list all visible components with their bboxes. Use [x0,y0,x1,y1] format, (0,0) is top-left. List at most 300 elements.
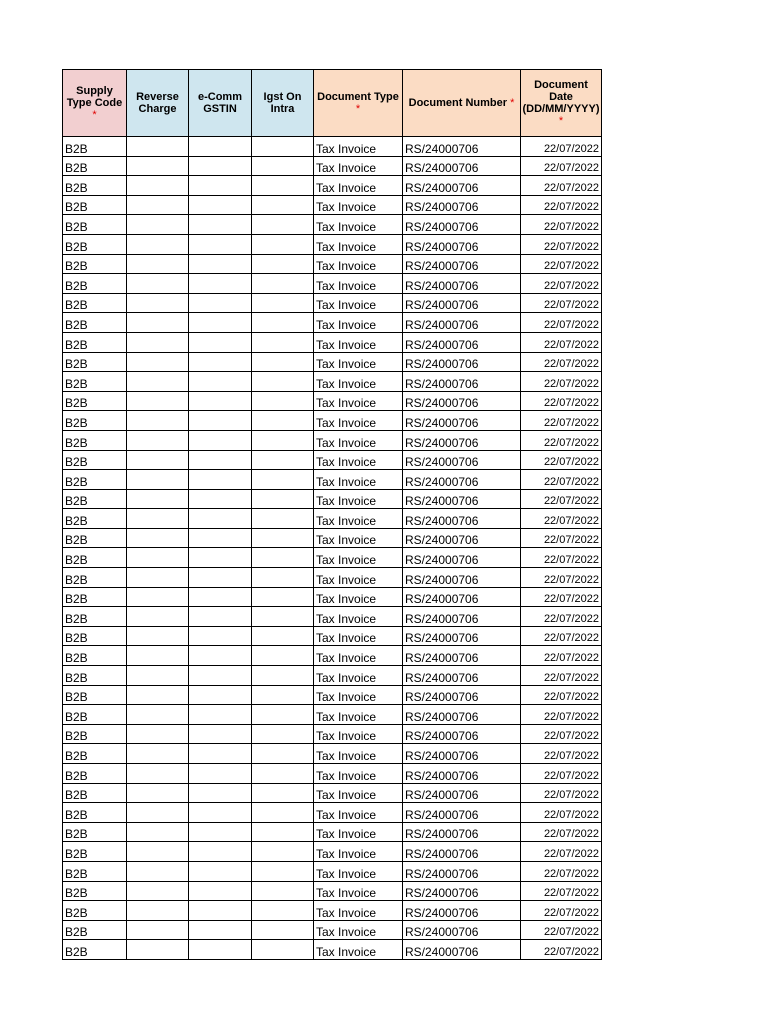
cell-ecomm-gstin[interactable] [189,548,252,568]
cell-igst-on-intra[interactable] [252,783,314,803]
cell-igst-on-intra[interactable] [252,293,314,313]
cell-reverse-charge[interactable] [127,234,189,254]
cell-document-date[interactable]: 22/07/2022 [521,901,602,921]
cell-ecomm-gstin[interactable] [189,666,252,686]
cell-supply-type-code[interactable]: B2B [63,901,127,921]
cell-document-number[interactable]: RS/24000706 [403,587,521,607]
cell-document-type[interactable]: Tax Invoice [314,822,403,842]
cell-document-date[interactable]: 22/07/2022 [521,332,602,352]
cell-document-type[interactable]: Tax Invoice [314,744,403,764]
cell-document-number[interactable]: RS/24000706 [403,901,521,921]
cell-supply-type-code[interactable]: B2B [63,450,127,470]
cell-document-date[interactable]: 22/07/2022 [521,724,602,744]
cell-igst-on-intra[interactable] [252,274,314,294]
cell-igst-on-intra[interactable] [252,234,314,254]
cell-reverse-charge[interactable] [127,352,189,372]
cell-document-number[interactable]: RS/24000706 [403,842,521,862]
cell-ecomm-gstin[interactable] [189,137,252,157]
cell-supply-type-code[interactable]: B2B [63,254,127,274]
cell-document-number[interactable]: RS/24000706 [403,137,521,157]
cell-supply-type-code[interactable]: B2B [63,215,127,235]
cell-igst-on-intra[interactable] [252,626,314,646]
cell-igst-on-intra[interactable] [252,137,314,157]
cell-document-date[interactable]: 22/07/2022 [521,215,602,235]
header-igst-on-intra[interactable] [252,70,314,137]
cell-document-type[interactable]: Tax Invoice [314,450,403,470]
cell-ecomm-gstin[interactable] [189,626,252,646]
cell-supply-type-code[interactable]: B2B [63,940,127,960]
cell-ecomm-gstin[interactable] [189,901,252,921]
cell-ecomm-gstin[interactable] [189,705,252,725]
cell-igst-on-intra[interactable] [252,489,314,509]
cell-document-type[interactable]: Tax Invoice [314,489,403,509]
cell-reverse-charge[interactable] [127,861,189,881]
cell-document-number[interactable]: RS/24000706 [403,274,521,294]
cell-document-date[interactable]: 22/07/2022 [521,842,602,862]
cell-reverse-charge[interactable] [127,176,189,196]
cell-document-date[interactable]: 22/07/2022 [521,881,602,901]
cell-reverse-charge[interactable] [127,881,189,901]
cell-ecomm-gstin[interactable] [189,254,252,274]
cell-document-number[interactable]: RS/24000706 [403,313,521,333]
cell-document-number[interactable]: RS/24000706 [403,568,521,588]
cell-document-number[interactable]: RS/24000706 [403,234,521,254]
cell-supply-type-code[interactable]: B2B [63,705,127,725]
cell-igst-on-intra[interactable] [252,215,314,235]
cell-document-date[interactable]: 22/07/2022 [521,920,602,940]
cell-reverse-charge[interactable] [127,430,189,450]
cell-document-date[interactable]: 22/07/2022 [521,509,602,529]
cell-igst-on-intra[interactable] [252,156,314,176]
cell-document-date[interactable]: 22/07/2022 [521,744,602,764]
cell-document-number[interactable]: RS/24000706 [403,626,521,646]
cell-document-number[interactable]: RS/24000706 [403,920,521,940]
cell-igst-on-intra[interactable] [252,313,314,333]
cell-document-type[interactable]: Tax Invoice [314,411,403,431]
cell-ecomm-gstin[interactable] [189,528,252,548]
cell-reverse-charge[interactable] [127,411,189,431]
cell-igst-on-intra[interactable] [252,176,314,196]
cell-ecomm-gstin[interactable] [189,156,252,176]
cell-supply-type-code[interactable]: B2B [63,528,127,548]
cell-document-date[interactable]: 22/07/2022 [521,176,602,196]
cell-ecomm-gstin[interactable] [189,744,252,764]
cell-document-number[interactable]: RS/24000706 [403,666,521,686]
cell-document-number[interactable]: RS/24000706 [403,195,521,215]
cell-document-type[interactable]: Tax Invoice [314,195,403,215]
cell-reverse-charge[interactable] [127,372,189,392]
cell-ecomm-gstin[interactable] [189,215,252,235]
cell-ecomm-gstin[interactable] [189,940,252,960]
cell-igst-on-intra[interactable] [252,764,314,784]
cell-supply-type-code[interactable]: B2B [63,293,127,313]
cell-document-type[interactable]: Tax Invoice [314,705,403,725]
cell-document-date[interactable]: 22/07/2022 [521,489,602,509]
cell-document-date[interactable]: 22/07/2022 [521,666,602,686]
cell-ecomm-gstin[interactable] [189,450,252,470]
cell-document-date[interactable]: 22/07/2022 [521,137,602,157]
cell-document-number[interactable]: RS/24000706 [403,430,521,450]
cell-document-date[interactable]: 22/07/2022 [521,156,602,176]
cell-document-number[interactable]: RS/24000706 [403,685,521,705]
cell-ecomm-gstin[interactable] [189,607,252,627]
cell-reverse-charge[interactable] [127,685,189,705]
cell-igst-on-intra[interactable] [252,254,314,274]
cell-igst-on-intra[interactable] [252,920,314,940]
cell-reverse-charge[interactable] [127,293,189,313]
cell-document-number[interactable]: RS/24000706 [403,881,521,901]
cell-document-date[interactable]: 22/07/2022 [521,803,602,823]
cell-document-type[interactable]: Tax Invoice [314,528,403,548]
cell-ecomm-gstin[interactable] [189,293,252,313]
cell-reverse-charge[interactable] [127,548,189,568]
cell-document-date[interactable]: 22/07/2022 [521,430,602,450]
cell-reverse-charge[interactable] [127,391,189,411]
cell-ecomm-gstin[interactable] [189,176,252,196]
cell-igst-on-intra[interactable] [252,744,314,764]
cell-document-type[interactable]: Tax Invoice [314,372,403,392]
cell-igst-on-intra[interactable] [252,822,314,842]
cell-reverse-charge[interactable] [127,313,189,333]
cell-document-date[interactable]: 22/07/2022 [521,861,602,881]
header-ecomm-gstin[interactable] [189,70,252,137]
cell-document-number[interactable]: RS/24000706 [403,215,521,235]
cell-supply-type-code[interactable]: B2B [63,803,127,823]
cell-document-type[interactable]: Tax Invoice [314,626,403,646]
cell-ecomm-gstin[interactable] [189,372,252,392]
cell-igst-on-intra[interactable] [252,607,314,627]
cell-reverse-charge[interactable] [127,822,189,842]
cell-ecomm-gstin[interactable] [189,509,252,529]
cell-reverse-charge[interactable] [127,901,189,921]
cell-document-number[interactable]: RS/24000706 [403,470,521,490]
cell-document-type[interactable]: Tax Invoice [314,607,403,627]
cell-ecomm-gstin[interactable] [189,822,252,842]
cell-document-date[interactable]: 22/07/2022 [521,607,602,627]
cell-document-date[interactable]: 22/07/2022 [521,450,602,470]
cell-document-type[interactable]: Tax Invoice [314,313,403,333]
cell-supply-type-code[interactable]: B2B [63,822,127,842]
cell-reverse-charge[interactable] [127,705,189,725]
cell-document-date[interactable]: 22/07/2022 [521,274,602,294]
cell-supply-type-code[interactable]: B2B [63,411,127,431]
cell-document-type[interactable]: Tax Invoice [314,215,403,235]
cell-supply-type-code[interactable]: B2B [63,724,127,744]
cell-reverse-charge[interactable] [127,940,189,960]
cell-document-number[interactable]: RS/24000706 [403,156,521,176]
cell-supply-type-code[interactable]: B2B [63,137,127,157]
cell-supply-type-code[interactable]: B2B [63,666,127,686]
cell-reverse-charge[interactable] [127,274,189,294]
cell-igst-on-intra[interactable] [252,391,314,411]
cell-document-number[interactable]: RS/24000706 [403,744,521,764]
cell-document-date[interactable]: 22/07/2022 [521,234,602,254]
cell-document-type[interactable]: Tax Invoice [314,156,403,176]
cell-document-date[interactable]: 22/07/2022 [521,548,602,568]
cell-document-type[interactable]: Tax Invoice [314,685,403,705]
cell-document-date[interactable]: 22/07/2022 [521,313,602,333]
cell-reverse-charge[interactable] [127,528,189,548]
cell-reverse-charge[interactable] [127,626,189,646]
cell-reverse-charge[interactable] [127,215,189,235]
cell-supply-type-code[interactable]: B2B [63,352,127,372]
cell-reverse-charge[interactable] [127,920,189,940]
cell-document-type[interactable]: Tax Invoice [314,901,403,921]
cell-igst-on-intra[interactable] [252,803,314,823]
cell-igst-on-intra[interactable] [252,901,314,921]
cell-document-date[interactable]: 22/07/2022 [521,391,602,411]
cell-igst-on-intra[interactable] [252,411,314,431]
cell-document-type[interactable]: Tax Invoice [314,430,403,450]
cell-document-type[interactable]: Tax Invoice [314,274,403,294]
cell-document-number[interactable]: RS/24000706 [403,548,521,568]
cell-reverse-charge[interactable] [127,783,189,803]
cell-document-date[interactable]: 22/07/2022 [521,254,602,274]
cell-document-type[interactable]: Tax Invoice [314,764,403,784]
cell-reverse-charge[interactable] [127,156,189,176]
cell-document-type[interactable]: Tax Invoice [314,391,403,411]
cell-document-type[interactable]: Tax Invoice [314,724,403,744]
cell-document-date[interactable]: 22/07/2022 [521,822,602,842]
cell-ecomm-gstin[interactable] [189,332,252,352]
cell-document-number[interactable]: RS/24000706 [403,764,521,784]
cell-igst-on-intra[interactable] [252,372,314,392]
cell-ecomm-gstin[interactable] [189,646,252,666]
cell-document-date[interactable]: 22/07/2022 [521,411,602,431]
cell-document-date[interactable]: 22/07/2022 [521,195,602,215]
cell-ecomm-gstin[interactable] [189,881,252,901]
cell-document-number[interactable]: RS/24000706 [403,372,521,392]
cell-document-number[interactable]: RS/24000706 [403,783,521,803]
cell-ecomm-gstin[interactable] [189,234,252,254]
cell-document-number[interactable]: RS/24000706 [403,822,521,842]
cell-supply-type-code[interactable]: B2B [63,646,127,666]
cell-reverse-charge[interactable] [127,842,189,862]
cell-document-number[interactable]: RS/24000706 [403,411,521,431]
header-reverse-charge[interactable] [127,70,189,137]
cell-supply-type-code[interactable]: B2B [63,861,127,881]
cell-document-type[interactable]: Tax Invoice [314,548,403,568]
cell-reverse-charge[interactable] [127,568,189,588]
cell-document-date[interactable]: 22/07/2022 [521,293,602,313]
cell-ecomm-gstin[interactable] [189,313,252,333]
cell-igst-on-intra[interactable] [252,470,314,490]
cell-document-date[interactable]: 22/07/2022 [521,372,602,392]
cell-reverse-charge[interactable] [127,724,189,744]
cell-ecomm-gstin[interactable] [189,685,252,705]
cell-reverse-charge[interactable] [127,195,189,215]
cell-supply-type-code[interactable]: B2B [63,156,127,176]
cell-document-type[interactable]: Tax Invoice [314,234,403,254]
cell-igst-on-intra[interactable] [252,195,314,215]
cell-supply-type-code[interactable]: B2B [63,607,127,627]
cell-ecomm-gstin[interactable] [189,842,252,862]
cell-supply-type-code[interactable]: B2B [63,548,127,568]
cell-igst-on-intra[interactable] [252,568,314,588]
cell-document-type[interactable]: Tax Invoice [314,646,403,666]
cell-document-date[interactable]: 22/07/2022 [521,940,602,960]
cell-supply-type-code[interactable]: B2B [63,626,127,646]
cell-supply-type-code[interactable]: B2B [63,489,127,509]
cell-igst-on-intra[interactable] [252,666,314,686]
cell-document-type[interactable]: Tax Invoice [314,920,403,940]
cell-igst-on-intra[interactable] [252,646,314,666]
cell-ecomm-gstin[interactable] [189,724,252,744]
cell-document-type[interactable]: Tax Invoice [314,470,403,490]
cell-supply-type-code[interactable]: B2B [63,685,127,705]
cell-igst-on-intra[interactable] [252,842,314,862]
cell-supply-type-code[interactable]: B2B [63,313,127,333]
cell-ecomm-gstin[interactable] [189,430,252,450]
cell-supply-type-code[interactable]: B2B [63,744,127,764]
cell-document-type[interactable]: Tax Invoice [314,861,403,881]
cell-ecomm-gstin[interactable] [189,803,252,823]
cell-igst-on-intra[interactable] [252,528,314,548]
cell-ecomm-gstin[interactable] [189,489,252,509]
cell-document-number[interactable]: RS/24000706 [403,646,521,666]
cell-ecomm-gstin[interactable] [189,411,252,431]
cell-document-type[interactable]: Tax Invoice [314,293,403,313]
cell-supply-type-code[interactable]: B2B [63,274,127,294]
cell-document-date[interactable]: 22/07/2022 [521,764,602,784]
cell-document-type[interactable]: Tax Invoice [314,940,403,960]
cell-document-type[interactable]: Tax Invoice [314,332,403,352]
cell-document-type[interactable]: Tax Invoice [314,509,403,529]
cell-ecomm-gstin[interactable] [189,391,252,411]
cell-igst-on-intra[interactable] [252,548,314,568]
cell-document-type[interactable]: Tax Invoice [314,881,403,901]
header-document-type[interactable] [314,70,403,137]
cell-reverse-charge[interactable] [127,509,189,529]
cell-document-date[interactable]: 22/07/2022 [521,352,602,372]
cell-igst-on-intra[interactable] [252,940,314,960]
cell-document-date[interactable]: 22/07/2022 [521,626,602,646]
cell-ecomm-gstin[interactable] [189,920,252,940]
cell-document-number[interactable]: RS/24000706 [403,607,521,627]
cell-supply-type-code[interactable]: B2B [63,920,127,940]
cell-igst-on-intra[interactable] [252,705,314,725]
cell-document-type[interactable]: Tax Invoice [314,137,403,157]
cell-supply-type-code[interactable]: B2B [63,587,127,607]
cell-document-number[interactable]: RS/24000706 [403,803,521,823]
cell-ecomm-gstin[interactable] [189,195,252,215]
cell-supply-type-code[interactable]: B2B [63,391,127,411]
cell-igst-on-intra[interactable] [252,724,314,744]
cell-supply-type-code[interactable]: B2B [63,176,127,196]
cell-reverse-charge[interactable] [127,587,189,607]
cell-document-date[interactable]: 22/07/2022 [521,646,602,666]
cell-document-number[interactable]: RS/24000706 [403,940,521,960]
cell-supply-type-code[interactable]: B2B [63,430,127,450]
cell-igst-on-intra[interactable] [252,861,314,881]
cell-document-number[interactable]: RS/24000706 [403,705,521,725]
cell-document-number[interactable]: RS/24000706 [403,254,521,274]
cell-document-date[interactable]: 22/07/2022 [521,705,602,725]
cell-document-number[interactable]: RS/24000706 [403,450,521,470]
cell-reverse-charge[interactable] [127,666,189,686]
cell-igst-on-intra[interactable] [252,685,314,705]
cell-supply-type-code[interactable]: B2B [63,881,127,901]
cell-supply-type-code[interactable]: B2B [63,332,127,352]
cell-igst-on-intra[interactable] [252,430,314,450]
cell-reverse-charge[interactable] [127,744,189,764]
cell-ecomm-gstin[interactable] [189,274,252,294]
header-supply-type-code[interactable] [63,70,127,137]
cell-document-number[interactable]: RS/24000706 [403,861,521,881]
cell-document-type[interactable]: Tax Invoice [314,666,403,686]
cell-ecomm-gstin[interactable] [189,764,252,784]
cell-supply-type-code[interactable]: B2B [63,195,127,215]
cell-document-number[interactable]: RS/24000706 [403,176,521,196]
cell-reverse-charge[interactable] [127,470,189,490]
cell-igst-on-intra[interactable] [252,881,314,901]
header-document-date[interactable] [521,70,602,137]
cell-ecomm-gstin[interactable] [189,783,252,803]
cell-reverse-charge[interactable] [127,450,189,470]
cell-reverse-charge[interactable] [127,137,189,157]
cell-document-number[interactable]: RS/24000706 [403,509,521,529]
cell-supply-type-code[interactable]: B2B [63,470,127,490]
cell-ecomm-gstin[interactable] [189,587,252,607]
cell-document-date[interactable]: 22/07/2022 [521,470,602,490]
cell-supply-type-code[interactable]: B2B [63,764,127,784]
cell-document-type[interactable]: Tax Invoice [314,176,403,196]
cell-document-date[interactable]: 22/07/2022 [521,528,602,548]
cell-ecomm-gstin[interactable] [189,470,252,490]
cell-reverse-charge[interactable] [127,607,189,627]
cell-reverse-charge[interactable] [127,764,189,784]
cell-supply-type-code[interactable]: B2B [63,783,127,803]
cell-ecomm-gstin[interactable] [189,352,252,372]
cell-document-number[interactable]: RS/24000706 [403,293,521,313]
cell-igst-on-intra[interactable] [252,509,314,529]
cell-document-type[interactable]: Tax Invoice [314,254,403,274]
cell-document-date[interactable]: 22/07/2022 [521,783,602,803]
cell-supply-type-code[interactable]: B2B [63,234,127,254]
cell-reverse-charge[interactable] [127,803,189,823]
cell-document-type[interactable]: Tax Invoice [314,587,403,607]
cell-igst-on-intra[interactable] [252,332,314,352]
cell-reverse-charge[interactable] [127,332,189,352]
cell-document-number[interactable]: RS/24000706 [403,352,521,372]
cell-supply-type-code[interactable]: B2B [63,842,127,862]
cell-supply-type-code[interactable]: B2B [63,509,127,529]
cell-document-number[interactable]: RS/24000706 [403,391,521,411]
cell-supply-type-code[interactable]: B2B [63,372,127,392]
cell-document-type[interactable]: Tax Invoice [314,842,403,862]
cell-reverse-charge[interactable] [127,254,189,274]
cell-document-number[interactable]: RS/24000706 [403,332,521,352]
cell-document-date[interactable]: 22/07/2022 [521,568,602,588]
cell-supply-type-code[interactable]: B2B [63,568,127,588]
cell-document-number[interactable]: RS/24000706 [403,528,521,548]
cell-document-type[interactable]: Tax Invoice [314,803,403,823]
cell-document-date[interactable]: 22/07/2022 [521,587,602,607]
cell-igst-on-intra[interactable] [252,450,314,470]
cell-document-type[interactable]: Tax Invoice [314,352,403,372]
cell-document-number[interactable]: RS/24000706 [403,724,521,744]
cell-ecomm-gstin[interactable] [189,861,252,881]
cell-reverse-charge[interactable] [127,489,189,509]
cell-igst-on-intra[interactable] [252,587,314,607]
cell-igst-on-intra[interactable] [252,352,314,372]
header-document-number[interactable] [403,70,521,137]
cell-reverse-charge[interactable] [127,646,189,666]
cell-document-type[interactable]: Tax Invoice [314,783,403,803]
cell-document-number[interactable]: RS/24000706 [403,489,521,509]
cell-document-type[interactable]: Tax Invoice [314,568,403,588]
cell-document-date[interactable]: 22/07/2022 [521,685,602,705]
